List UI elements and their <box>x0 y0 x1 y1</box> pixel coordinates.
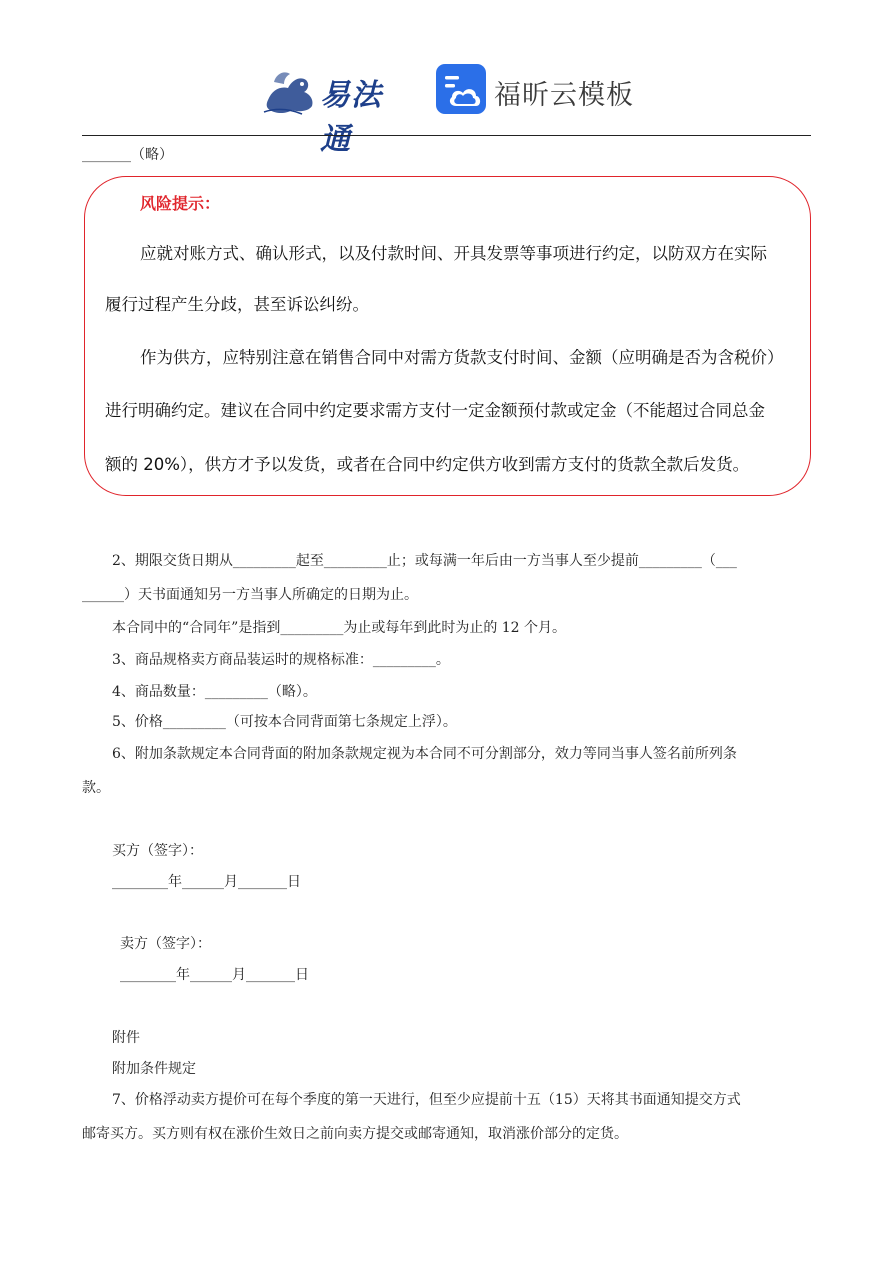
appendix-subtitle: 附加条件规定 <box>112 1061 196 1077</box>
foxit-logo <box>436 64 636 120</box>
page-header <box>0 52 893 157</box>
risk-line: 履行过程产生分歧，甚至诉讼纠纷。 <box>105 295 369 314</box>
risk-line: 应就对账方式、确认形式，以及付款时间、开具发票等事项进行约定，以防双方在实际 <box>140 244 767 263</box>
risk-notice-box <box>84 176 811 496</box>
clause-line: 5、价格_________（可按本合同背面第七条规定上浮）。 <box>112 714 457 730</box>
foxit-cloud-icon <box>436 64 486 114</box>
buyer-signature-date: ________年______月_______日 <box>112 874 301 890</box>
seller-signature-label: 卖方（签字）： <box>120 936 211 952</box>
risk-line: 进行明确约定。建议在合同中约定要求需方支付一定金额预付款或定金（不能超过合同总金 <box>105 401 765 420</box>
yifatong-qilin-icon <box>262 62 320 118</box>
clause-line: 本合同中的“合同年”是指到_________为止或每年到此时为止的 12 个月。 <box>112 620 567 636</box>
appendix-title: 附件 <box>112 1030 140 1046</box>
header-divider <box>82 135 811 136</box>
risk-line: 额的 20%），供方才予以发货，或者在合同中约定供方收到需方支付的货款全款后发货。 <box>105 455 750 474</box>
yifatong-brand-text: 易法通 <box>320 78 382 157</box>
clause-line: 3、商品规格卖方商品装运时的规格标准：_________。 <box>112 652 450 668</box>
omitted-line: _______（略） <box>82 147 173 163</box>
risk-notice-title: 风险提示： <box>140 194 221 213</box>
foxit-brand-text: 福昕云模板 <box>494 80 634 111</box>
yifatong-logo <box>262 62 412 157</box>
seller-signature-date: ________年______月_______日 <box>120 967 309 983</box>
buyer-signature-label: 买方（签字）： <box>112 843 203 859</box>
appendix-line: 7、价格浮动卖方提价可在每个季度的第一天进行，但至少应提前十五（15）天将其书面通知提交方式 <box>112 1092 741 1108</box>
risk-line: 作为供方，应特别注意在销售合同中对需方货款支付时间、金额（应明确是否为含税价） <box>140 348 784 367</box>
clause-line: 4、商品数量：_________（略）。 <box>112 684 317 700</box>
clause-line: 6、附加条款规定本合同背面的附加条款规定视为本合同不可分割部分，效力等同当事人签名前所列条 <box>112 746 737 762</box>
clause-line: 2、期限交货日期从_________起至_________止；或每满一年后由一方当事人至少提前_________（___ <box>112 553 737 569</box>
clause-line: 款。 <box>82 780 110 796</box>
clause-line: ______）天书面通知另一方当事人所确定的日期为止。 <box>82 587 418 603</box>
appendix-line: 邮寄买方。买方则有权在涨价生效日之前向卖方提交或邮寄通知，取消涨价部分的定货。 <box>82 1126 628 1142</box>
